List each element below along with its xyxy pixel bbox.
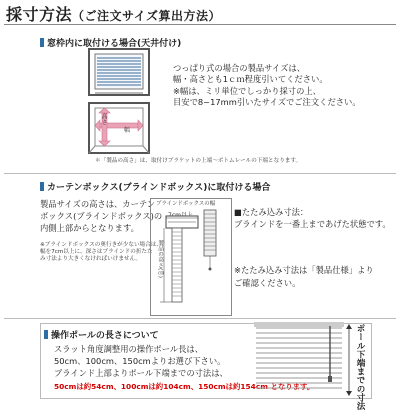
box-width-label: ブラインドボックスの幅 — [156, 201, 216, 207]
section2-small-note-2: 幅を7cm以上に、深さはブラインドの折たた — [40, 249, 153, 255]
section3-heading-text: 操作ポールの長さについて — [51, 331, 159, 341]
section1-note: ＊「製品の高さ」は、取付けブラケットの上端〜ボトムレールの下端となります。 — [95, 158, 302, 164]
fold-note-1: ※たたみ込み寸法は「製品仕様」より — [234, 265, 374, 275]
measurement-frame-illustration — [88, 102, 150, 154]
pole-length-vertical-label: ポール下端までの寸法 — [355, 324, 365, 410]
page-title — [6, 2, 221, 25]
section3-heading — [44, 328, 159, 341]
section-marker — [40, 182, 44, 191]
section3-text-line-2: 50cm、100cm、150cmよりお選び下さい。 — [54, 356, 226, 366]
section2-text-line-1: 製品サイズの高さは、カーテン — [40, 199, 156, 209]
title-main: 採寸方法 — [6, 5, 73, 24]
height-label: 高さ — [100, 113, 107, 125]
window-blind-illustration — [88, 48, 150, 96]
section2-heading — [40, 180, 270, 193]
section-divider-1 — [4, 173, 396, 174]
box-diagram-drawing — [150, 198, 232, 316]
section-marker — [40, 38, 44, 47]
section-divider-2 — [4, 318, 396, 319]
section2-small-note-1: ※ブラインドボックスの奥行きが少ない場合は、 — [40, 242, 162, 248]
section3-red-line: 50cmは約54cm、100cmは約104cm、150cmは約154cm となります。 — [54, 382, 315, 391]
section1-heading-text: 窓枠内に取付ける場合(天井付け) — [47, 39, 182, 49]
section2-heading-text: カーテンボックス(ブラインドボックス)に取付ける場合 — [47, 183, 271, 193]
section1-text-line-4: 目安で8~17mm引いたサイズでご注文ください。 — [173, 97, 361, 107]
product-height-label: 製品の高さ(㎝) — [157, 240, 163, 278]
section1-text-line-2: 幅・高さとも1ｃｍ程度引いてください。 — [173, 74, 328, 84]
section1-text-line-1: つっぱり式の場合の製品サイズは、 — [173, 63, 306, 73]
pole-dimension-arrow — [344, 324, 354, 396]
title-divider — [4, 24, 396, 25]
title-subtitle: （ご注文サイズ算出方法） — [72, 9, 222, 23]
width-label: 幅 — [124, 127, 131, 134]
section1-text-line-3: ※幅は、ミリ単位でしっかり採寸の上、 — [173, 86, 322, 96]
fold-text: ブラインドを一番上まであげた状態です。 — [234, 219, 391, 229]
fold-label: ■たたみ込み寸法： — [234, 207, 309, 217]
fold-note-2: ご確認ください。 — [234, 278, 301, 288]
section3-text-line-3: ブラインド上部よりポール下端までの寸法は、 — [54, 368, 228, 378]
section2-small-note-3: み寸法より大きくなければいけません。 — [40, 256, 142, 262]
section-marker — [44, 330, 48, 339]
section2-text-line-3: 内側上部からとなります。 — [40, 223, 139, 233]
section3-text-line-1: スラット角度調整用の操作ポール長は、 — [54, 344, 204, 354]
pole-blind-illustration — [254, 320, 344, 398]
section2-text-line-2: ボックス(ブラインドボックス)の — [40, 211, 163, 221]
